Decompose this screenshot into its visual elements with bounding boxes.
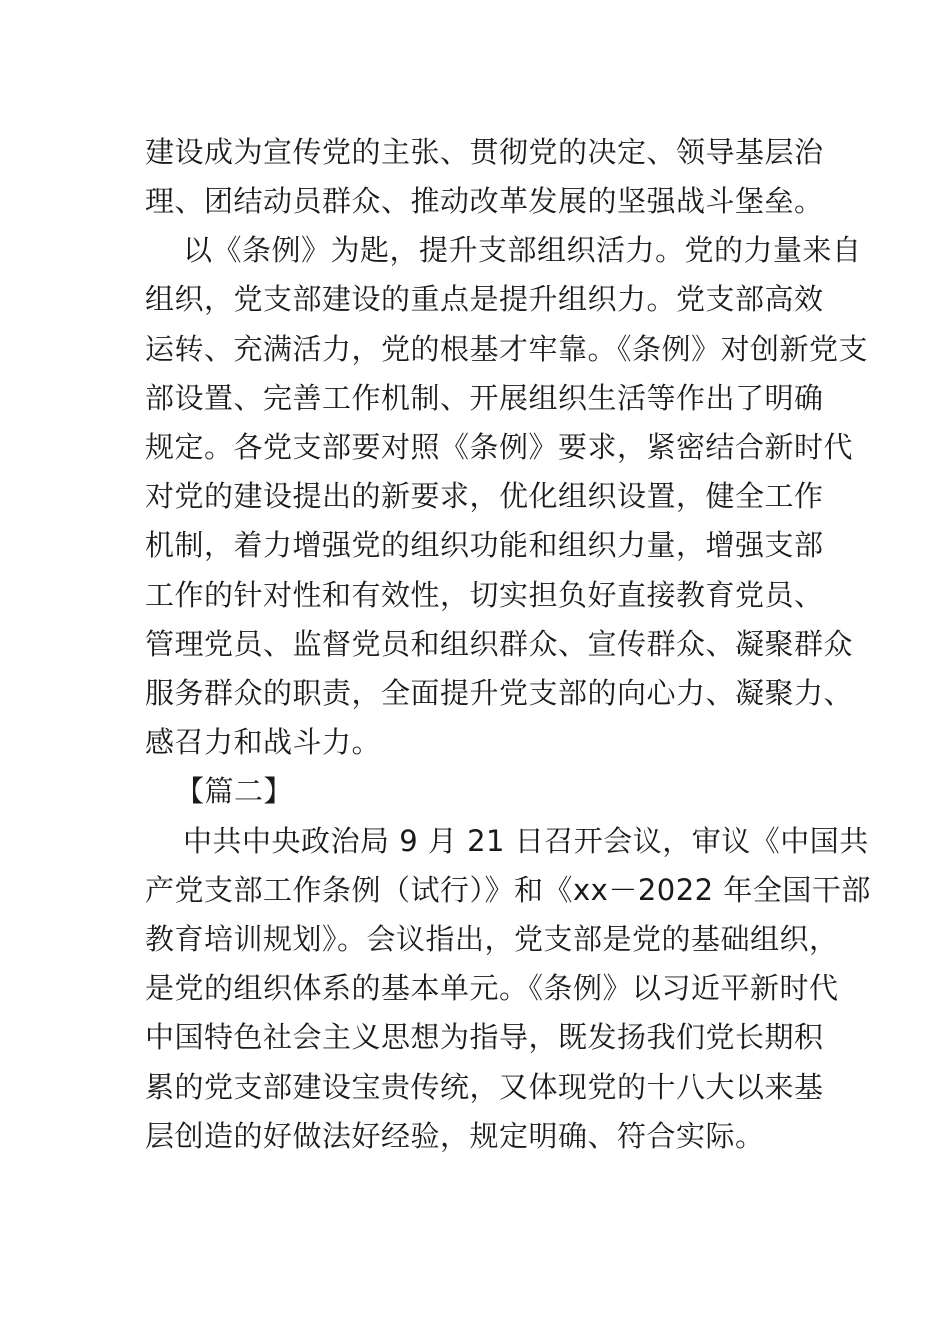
paragraph-line: 管理党员、监督党员和组织群众、宣传群众、凝聚群众 (145, 627, 854, 661)
paragraph-line: 层创造的好做法好经验，规定明确、符合实际。 (145, 1119, 765, 1153)
paragraph-line: 理、团结动员群众、推动改革发展的坚强战斗堡垒。 (145, 184, 824, 218)
paragraph-line: 部设置、完善工作机制、开展组织生活等作出了明确 (145, 381, 824, 415)
paragraph-line: 组织，党支部建设的重点是提升组织力。党支部高效 (145, 282, 824, 316)
paragraph-line: 中国特色社会主义思想为指导，既发扬我们党长期积 (145, 1020, 824, 1054)
paragraph-line: 是党的组织体系的基本单元。《条例》以习近平新时代 (145, 971, 839, 1005)
paragraph-line: 工作的针对性和有效性，切实担负好直接教育党员、 (145, 578, 824, 612)
paragraph-line: 累的党支部建设宝贵传统，又体现党的十八大以来基 (145, 1070, 824, 1104)
paragraph-line: 教育培训规划》。会议指出，党支部是党的基础组织， (145, 922, 839, 956)
paragraph-line: 对党的建设提出的新要求，优化组织设置，健全工作 (145, 479, 824, 513)
paragraph-line: 机制，着力增强党的组织功能和组织力量，增强支部 (145, 528, 824, 562)
paragraph-line: 服务群众的职责，全面提升党支部的向心力、凝聚力、 (145, 676, 854, 710)
section-heading: 【篇二】 (175, 774, 294, 808)
paragraph-line: 运转、充满活力，党的根基才牢靠。《条例》对创新党支 (145, 332, 869, 366)
paragraph-line: 产党支部工作条例（试行）》和《xx－2022 年全国干部 (145, 873, 871, 907)
paragraph-line: 中共中央政治局 9 月 21 日召开会议，审议《中国共 (183, 824, 869, 858)
paragraph-line: 感召力和战斗力。 (145, 725, 382, 759)
paragraph-line: 建设成为宣传党的主张、贯彻党的决定、领导基层治 (145, 135, 824, 169)
paragraph-line: 以《条例》为匙，提升支部组织活力。党的力量来自 (183, 233, 862, 267)
paragraph-line: 规定。各党支部要对照《条例》要求，紧密结合新时代 (145, 430, 854, 464)
